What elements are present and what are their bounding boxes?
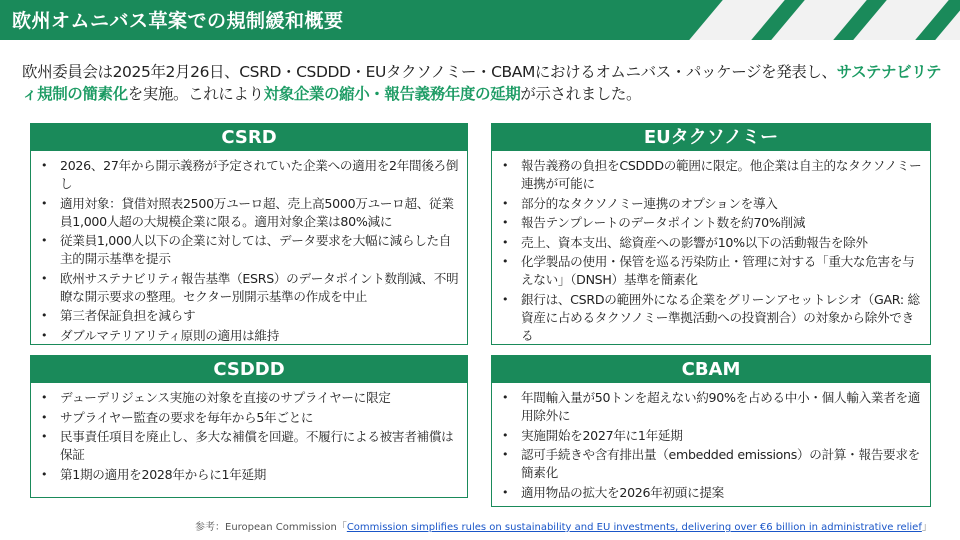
item-text: 第三者保証負担を減らす: [60, 308, 196, 323]
bullet-icon: •: [502, 159, 509, 172]
intro-text: を実施。これにより: [127, 85, 264, 103]
page-title: 欧州オムニバス草案での規制緩和概要: [12, 10, 344, 32]
cbam-panel: [491, 355, 931, 507]
reference-prefix: 参考：European Commission「: [195, 522, 347, 533]
reference-link[interactable]: Commission simplifies rules on sustainability and EU investments, delivering over €6 billion in administrative relief: [346, 522, 922, 533]
bullet-icon: •: [502, 448, 509, 461]
list-item: [500, 291, 922, 345]
item-text: 認可手続きや含有排出量（embedded emissions）の計算・報告要求を簡素化: [521, 447, 920, 480]
list-item: [39, 389, 459, 407]
bullet-icon: •: [41, 410, 48, 424]
bullet-icon: •: [502, 292, 509, 306]
list-item: [500, 484, 922, 502]
bullet-icon: •: [41, 391, 48, 404]
panel-title: EUタクソノミー: [492, 124, 930, 151]
panel-title: CBAM: [492, 356, 930, 383]
item-text: 適用物品の拡大を2026年初頭に提案: [521, 484, 724, 500]
list-item: [500, 253, 922, 289]
item-text: 適用対象：貸借対照表2500万ユーロ超、売上高5000万ユーロ超、従業員1,000人超の大規模企業に限る。適用対象企業は80%減に: [60, 195, 454, 229]
bullet-icon: •: [502, 196, 509, 210]
item-text: 売上、資本支出、総資産への影響が10%以下の活動報告を除外: [521, 234, 868, 250]
csddd-list: [31, 383, 467, 484]
title-bar: [0, 0, 960, 40]
item-text: 銀行は、CSRDの範囲外になる企業をグリーンアセットレシオ（GAR: 総資産に占めるタクソノミー準拠活動への投資割合）の対象から除外できる: [521, 291, 920, 343]
bullet-icon: •: [502, 255, 509, 268]
list-item: [500, 214, 922, 232]
intro-highlight: 対象企業の縮小・報告義務年度の延期: [263, 85, 521, 103]
intro-text: 欧州委員会は2025年2月26日、CSRD・CSDDD・EUタクソノミー・CBAMにおけるオムニバス・パッケージを発表し、: [22, 63, 837, 81]
list-item: [500, 234, 922, 252]
eu-taxonomy-panel: [491, 123, 931, 345]
bullet-icon: •: [502, 235, 509, 249]
bullet-icon: •: [502, 216, 509, 229]
decorative-stripe: [853, 0, 949, 40]
decorative-stripe: [689, 0, 785, 40]
bullet-icon: •: [502, 485, 509, 499]
bullet-icon: •: [41, 328, 48, 342]
panel-title: CSDDD: [31, 356, 467, 383]
item-text: サプライヤー監査の要求を毎年から5年ごとに: [60, 409, 314, 425]
list-item: [39, 428, 459, 464]
item-text: 部分的なタクソノミー連携のオプションを導入: [521, 195, 778, 211]
bullet-icon: •: [41, 430, 48, 443]
list-item: [39, 270, 459, 306]
bullet-icon: •: [41, 309, 48, 322]
item-text: ダブルマテリアリティ原則の適用は維持: [60, 327, 280, 343]
bullet-icon: •: [502, 428, 509, 442]
bullet-icon: •: [41, 196, 48, 210]
cbam-list: [492, 383, 930, 502]
csrd-panel: [30, 123, 468, 345]
item-text: 年間輸入量が50トンを超えない約90%を占める中小・個人輸入業者を適用除外に: [521, 390, 921, 423]
item-text: 2026、27年から開示義務が予定されていた企業への適用を2年間後ろ倒し: [60, 158, 459, 191]
csddd-panel: [30, 355, 468, 498]
list-item: [39, 157, 459, 193]
bullet-icon: •: [41, 159, 48, 172]
bullet-icon: •: [41, 467, 48, 481]
bullet-icon: •: [41, 234, 48, 247]
item-text: 民事責任項目を廃止し、多大な補償を回避。不履行による被害者補償は保証: [60, 429, 454, 462]
intro-text: が示されました。: [520, 85, 642, 103]
intro-paragraph: [22, 61, 942, 105]
list-item: [500, 195, 922, 213]
item-text: デューデリジェンス実施の対象を直接のサプライヤーに限定: [60, 390, 391, 405]
panel-title: CSRD: [31, 124, 467, 151]
item-text: 報告義務の負担をCSDDDの範囲に限定。他企業は自主的なタクソノミー連携が可能に: [521, 158, 922, 191]
list-item: [39, 327, 459, 345]
item-text: 第1期の適用を2028年からに1年延期: [60, 466, 267, 482]
list-item: [39, 466, 459, 484]
intro-highlight: サステナビリティ規制の簡素化: [22, 63, 942, 103]
item-text: 報告テンプレートのデータポイント数を約70%削減: [521, 215, 806, 230]
reference-suffix: 」: [921, 522, 932, 533]
item-text: 化学製品の使用・保管を巡る汚染防止・管理に対する「重大な危害を与えない」（DNSH）基準を簡素化: [521, 254, 915, 287]
list-item: [39, 232, 459, 268]
list-item: [500, 389, 922, 425]
eu-taxonomy-list: [492, 151, 930, 345]
list-item: [500, 446, 922, 482]
item-text: 欧州サステナビリティ報告基準（ESRS）のデータポイント数削減、不明瞭な開示要求の整理。セクター別開示基準の作成を中止: [60, 270, 459, 304]
csrd-list: [31, 151, 467, 345]
reference-note: [195, 518, 932, 533]
decorative-stripe: [771, 0, 867, 40]
item-text: 従業員1,000人以下の企業に対しては、データ要求を大幅に減らした自主的開示基準を提示: [60, 233, 452, 266]
list-item: [39, 409, 459, 427]
bullet-icon: •: [41, 271, 48, 285]
bullet-icon: •: [502, 391, 509, 404]
list-item: [500, 427, 922, 445]
list-item: [39, 195, 459, 231]
list-item: [39, 307, 459, 325]
list-item: [500, 157, 922, 193]
item-text: 実施開始を2027年に1年延期: [521, 427, 683, 443]
